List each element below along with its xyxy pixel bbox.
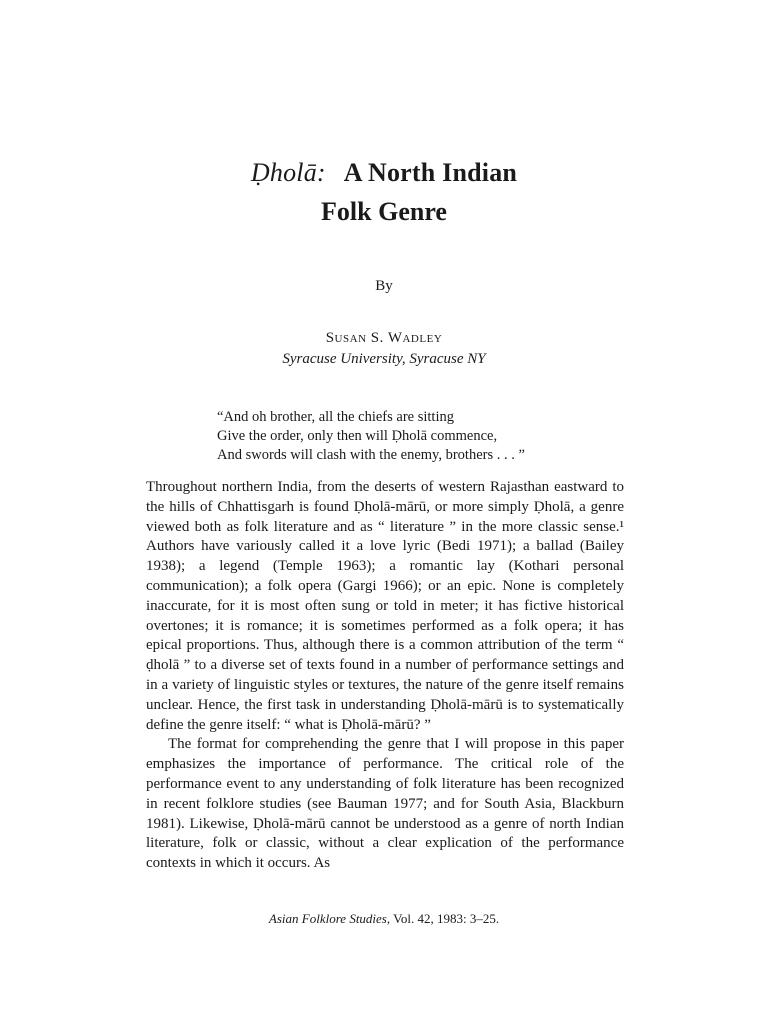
title-italic-term: Ḍholā:	[250, 158, 326, 187]
paragraph: The format for comprehending the genre that I will propose in this paper emphasizes the importance of performance. The critical role of the performance event to any understanding of folk literature has been recognized in recent folklore studies (see Bauman 1977; and for South Asia, Blackburn 1981). Likewise, Ḍholā-mārū cannot be understood as a genre of north Indian literature, folk or classic, without a clear explication of the performance contexts in which it occurs. As	[146, 736, 624, 872]
article-title-line-1	[0, 158, 768, 188]
byline: By	[375, 278, 393, 294]
journal-citation	[0, 911, 768, 927]
body-text	[146, 478, 624, 874]
journal-name: Asian Folklore Studies,	[268, 911, 391, 926]
author-affiliation: Syracuse University, Syracuse NY	[282, 351, 486, 367]
epigraph-line: Give the order, only then will Ḍholā commence,	[217, 428, 498, 444]
epigraph	[217, 408, 637, 465]
title-line-1-text: A North Indian	[343, 158, 518, 187]
citation-details: Vol. 42, 1983: 3–25.	[390, 911, 500, 926]
author-name: Susan S. Wadley	[325, 330, 443, 346]
paragraph: Throughout northern India, from the deserts of western Rajasthan eastward to the hills of Chhattisgarh is found Ḍholā-mārū, or more simply Ḍholā, a genre viewed both as folk literature and as “ literature ” in the more classic sense.¹ Authors have variously called it a love lyric (Bedi 1971); a ballad (Bailey 1938); a legend (Temple 1963); a romantic lay (Kothari personal communication); a folk opera (Gargi 1966); or an epic. None is completely inaccurate, for it is most often sung or told in meter; it has fictive historical overtones; it is romance; it is sometimes performed as a folk opera; it has epical proportions. Thus, although there is a common attribution of the term “ ḍholā ” to a diverse set of texts found in a number of performance settings and in a variety of linguistic styles or textures, the nature of the genre itself remains unclear. Hence, the first task in understanding Ḍholā-mārū is to systematically define the genre itself: “ what is Ḍholā-mārū? ”	[146, 479, 624, 733]
epigraph-line: “And oh brother, all the chiefs are sitting	[217, 409, 454, 425]
article-title-line-2: Folk Genre	[321, 197, 447, 226]
epigraph-line: And swords will clash with the enemy, brothers . . . ”	[217, 447, 525, 463]
